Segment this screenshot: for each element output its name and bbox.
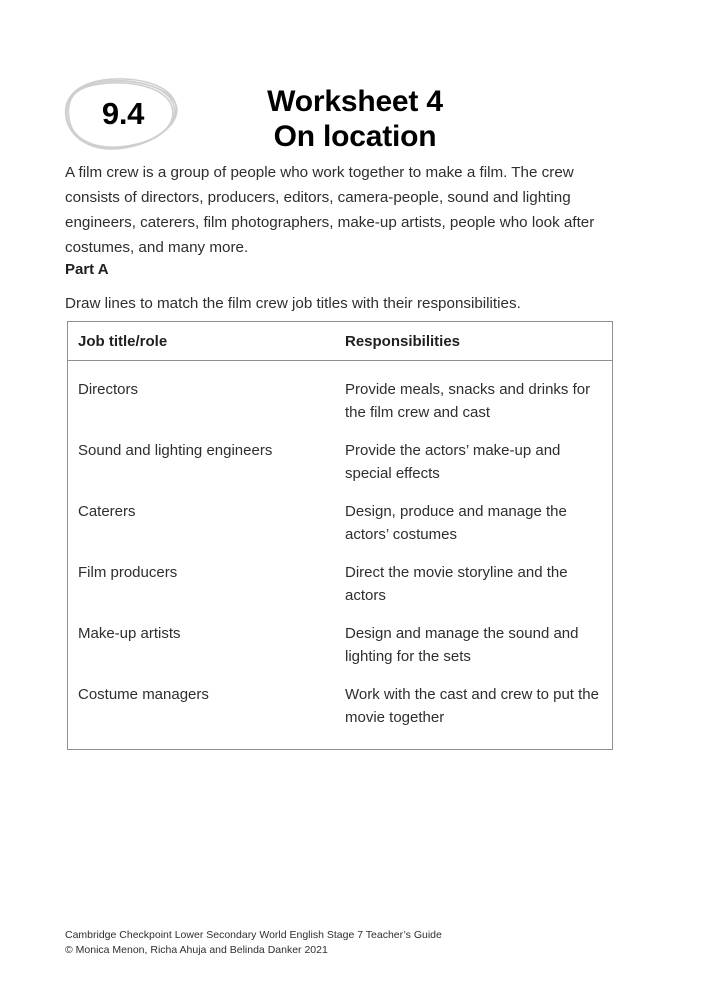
cell-role: Make-up artists (78, 625, 181, 642)
cell-role: Caterers (78, 503, 136, 520)
footer-copyright-line: © Monica Menon, Richa Ahuja and Belinda Danker 2021 (65, 943, 328, 956)
table-header-row (68, 322, 612, 361)
page-title-line-1: Worksheet 4 (267, 85, 443, 118)
cell-responsibility: Provide meals, snacks and drinks for the film crew and cast (344, 381, 591, 421)
cell-responsibility: Design, produce and manage the actors’ costumes (344, 503, 567, 543)
cell-role: Costume managers (78, 686, 209, 703)
page-header (0, 72, 707, 156)
page-title (190, 84, 520, 154)
cell-responsibility: Work with the cast and crew to put the movie together (344, 686, 599, 726)
table-row (68, 676, 612, 737)
page-footer (65, 928, 442, 957)
cell-responsibility: Provide the actors’ make-up and special effects (344, 442, 561, 482)
footer-source-line: Cambridge Checkpoint Lower Secondary World English Stage 7 Teacher’s Guide (65, 929, 442, 941)
table-row (68, 493, 612, 554)
cell-role: Sound and lighting engineers (78, 442, 273, 459)
column-header-responsibility: Responsibilities (344, 332, 461, 350)
page-title-line-2: On location (273, 120, 437, 153)
matching-table (67, 321, 613, 750)
table-body (68, 361, 612, 749)
table-row (68, 432, 612, 493)
cell-role: Film producers (78, 564, 178, 581)
cell-role: Directors (78, 381, 139, 398)
badge-number-label: 9.4 (101, 96, 145, 131)
table-row (68, 554, 612, 615)
intro-paragraph: A film crew is a group of people who work together to make a film. The crew consists of directors, producers, editors, camera-people, sound and lighting engineers, caterers, film photographers, make-up artists, people who look after costumes, and many more. (65, 164, 595, 256)
worksheet-number-badge (63, 76, 181, 152)
table-row (68, 371, 612, 432)
part-a-instruction: Draw lines to match the film crew job titles with their responsibilities. (65, 295, 521, 312)
part-a-heading: Part A (65, 261, 109, 278)
cell-responsibility: Direct the movie storyline and the actors (344, 564, 568, 604)
table-row (68, 615, 612, 676)
column-header-role: Job title/role (78, 332, 168, 350)
cell-responsibility: Design and manage the sound and lighting for the sets (344, 625, 579, 665)
